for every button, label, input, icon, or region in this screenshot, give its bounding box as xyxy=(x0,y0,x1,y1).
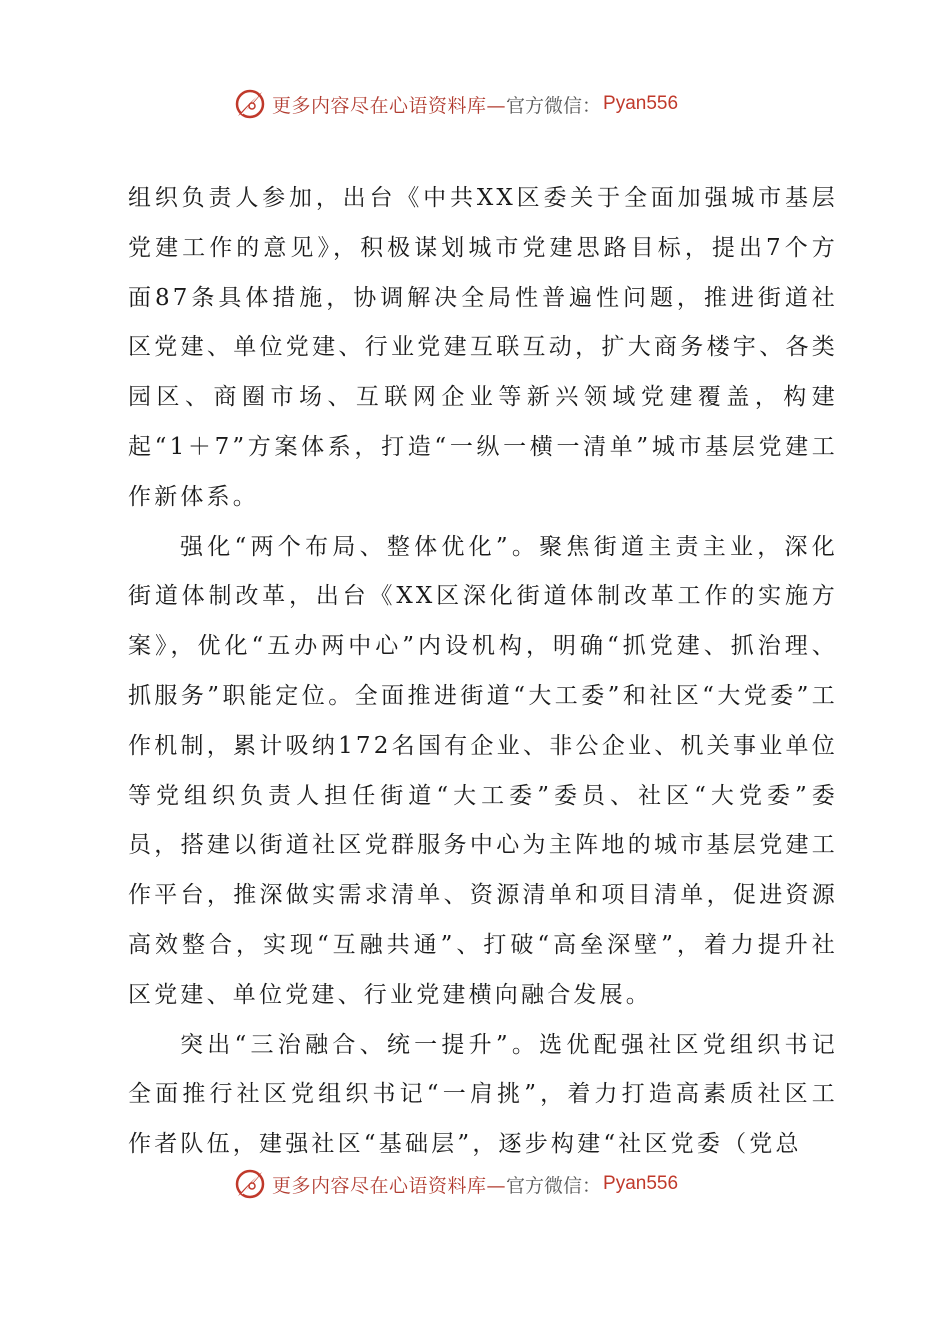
paragraph-2: 强化“两个布局、整体优化”。聚焦街道主责主业，深化街道体制改革，出台《XX区深化街道体制改革工作的实施方案》，优化“五办两中心”内设机构，明确“抓党建、抓治理、抓服务”职能定位。全面推进街道“大工委”和社区“大党委”工作机制，累计吸纳172名国有企业、非公企业、机关事业单位等党组织负责人担任街道“大工委”委员、社区“大党委”委员，搭建以街道社区党群服务中心为主阵地的城市基层党建工作平台，推深做实需求清单、资源清单和项目清单，促进资源高效整合，实现“互融共通”、打破“高垒深壁”，着力提升社区党建、单位党建、行业党建横向融合发展。 xyxy=(128,533,838,1008)
banner-wechat-id: Pyan556 xyxy=(603,93,679,114)
footer-banner xyxy=(232,1166,678,1202)
quill-logo-icon xyxy=(232,1166,268,1202)
quill-logo-icon xyxy=(232,86,268,122)
paragraph-1: 组织负责人参加，出台《中共XX区委关于全面加强城市基层党建工作的意见》，积极谋划城市党建思路目标，提出7个方面87条具体措施，协调解决全局性普遍性问题，推进街道社区党建、单位党建、行业党建互联互动，扩大商务楼宇、各类园区、商圈市场、互联网企业等新兴领域党建覆盖，构建起“1＋7”方案体系，打造“一纵一横一清单”城市基层党建工作新体系。 xyxy=(128,185,838,510)
banner-label: 官方微信： xyxy=(506,1174,602,1197)
banner-text: 更多内容尽在心语资料库— xyxy=(272,1174,507,1197)
header-banner xyxy=(232,86,678,122)
banner-label: 官方微信： xyxy=(506,94,602,117)
banner-text: 更多内容尽在心语资料库— xyxy=(272,94,507,117)
paragraph-3: 突出“三治融合、统一提升”。选优配强社区党组织书记全面推行社区党组织书记“一肩挑”，着力打造高素质社区工作者队伍，建强社区“基础层”，逐步构建“社区党委（党总 xyxy=(128,1031,838,1158)
document-body xyxy=(128,174,838,1170)
banner-wechat-id: Pyan556 xyxy=(603,1173,679,1194)
